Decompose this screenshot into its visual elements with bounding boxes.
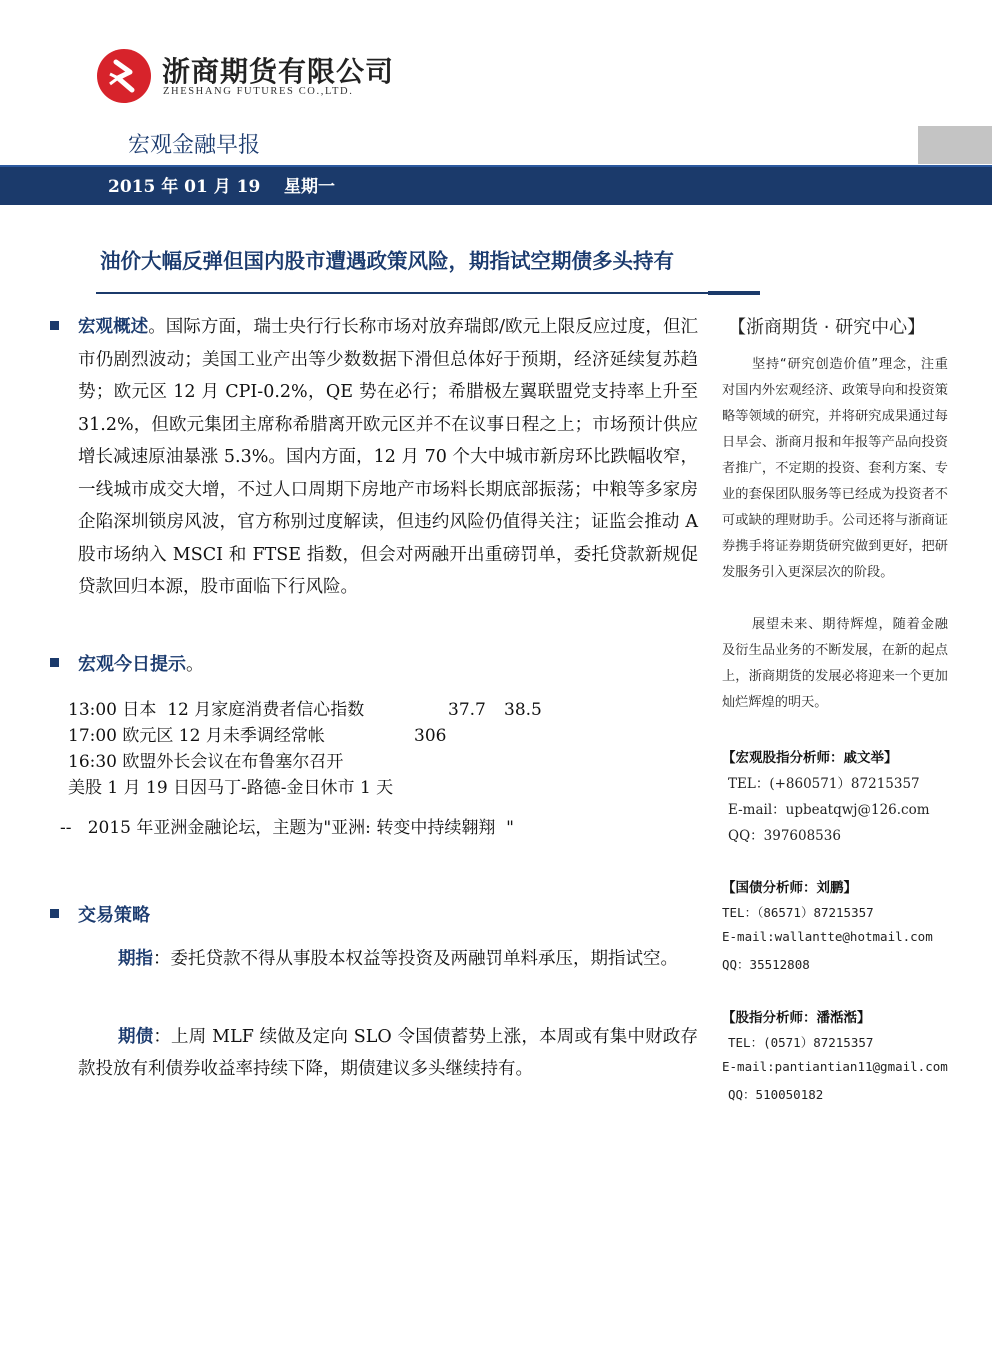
report-date: 2015 年 01 月 19 星期一 [108,177,335,197]
event-value-prev: 306 [414,726,447,746]
sidebar-title: 【浙商期货 · 研究中心】 [728,317,926,338]
analyst-email[interactable]: E-mail:wallantte@hotmail.com [722,929,933,944]
event-time: 16:30 [68,752,117,772]
section-bullet [50,909,59,918]
report-type: 宏观金融早报 [128,133,261,158]
analyst-tel: TEL：（86571）87215357 [722,905,874,920]
company-logo-icon [96,48,152,104]
event-desc: 欧盟外长会议在布鲁塞尔召开 [122,752,344,772]
sidebar-outlook: 展望未来、期待辉煌，随着金融及衍生品业务的不断发展，在新的起点上，浙商期货的发展必将迎来一个更加灿烂辉煌的明天。 [722,617,948,710]
headline-divider-accent [708,291,760,295]
analyst-email[interactable]: E-mail：upbeatqwj@126.com [728,802,930,818]
event-row [68,697,364,723]
analyst-tel: TEL：(+860571）87215357 [728,776,920,792]
analyst-email[interactable]: E-mail:pantiantian11@gmail.com [722,1059,948,1074]
event-desc: 欧元区 12 月未季调经常帐 [122,726,325,746]
event-row [68,749,343,775]
event-value-forecast: 38.5 [504,700,542,720]
company-name-cn: 浙商期货有限公司 [162,55,395,88]
macro-overview-text: 。国际方面，瑞士央行行长称市场对放弃瑞郎/欧元上限反应过度，但汇市仍剧烈波动；美国工业产出等少数数据下滑但总体好于预期，经济延续复苏趋势；欧元区 12 月 CPI-0.2%，QE 势在必行；希腊极左翼联盟党支持率上升至 31.2%，但欧元集团主席称希腊离开欧元区并不在议事日程之上；市场预计供应增长减速原油暴涨 5.3%。国内方面，12 月 70 个大中城市新房环比跌幅收窄，一线城市成交大增，不过人口周期下房地产市场料长期底部振荡；中粮等多家房企陷深圳锁房风波，官方称别过度解读，但违约风险仍值得关注；证监会推动 A 股市场纳入 MSCI 和 FTSE 指数，但会对两融开出重磅罚单，委托贷款新规促贷款回归本源，股市面临下行风险。 [78,317,698,597]
event-value-prev: 37.7 [448,700,486,720]
analyst-title: 【股指分析师：潘湉湉】 [722,1010,871,1026]
macro-today-suffix: 。 [186,654,204,675]
analyst-qq: QQ：397608536 [728,828,841,844]
headline: 油价大幅反弹但国内股市遭遇政策风险，期指试空期债多头持有 [100,249,674,273]
strategy-item-text: ：上周 MLF 续做及定向 SLO 令国债蓄势上涨，本周或有集中财政存款投放有利债券收益率持续下降，期债建议多头继续持有。 [78,1027,698,1079]
company-name-en: ZHESHANG FUTURES CO.,LTD. [163,86,354,97]
macro-today-label: 宏观今日提示 [78,654,186,675]
macro-today-title [78,650,204,676]
event-time: 13:00 [68,700,117,720]
analyst-title: 【国债分析师：刘鹏】 [722,880,857,896]
analyst-tel: TEL：(0571）87215357 [728,1035,874,1050]
section-bullet [50,321,59,330]
strategy-item-label: 期债 [118,1027,154,1047]
header-gray-block [918,126,992,164]
sidebar-intro: 坚持“研究创造价值”理念，注重对国内外宏观经济、政策导向和投资策略等领域的研究，并将研究成果通过每日早会、浙商月报和年报等产品向投资者推广，不定期的投资、套利方案、专业的套保团队服务等已经成为投资者不可或缺的理财助手。公司还将与浙商证券携手将证券期货研究做到更好，把研发服务引入更深层次的阶段。 [722,357,948,580]
event-row [68,723,325,749]
event-desc: 日本 12 月家庭消费者信心指数 [122,700,365,720]
analyst-qq: QQ：510050182 [728,1087,824,1102]
section-bullet [50,658,59,667]
analyst-qq: QQ：35512808 [722,957,810,972]
analyst-title: 【宏观股指分析师：戚文举】 [722,750,898,766]
headline-divider [96,292,708,294]
macro-overview-label: 宏观概述 [78,317,149,337]
event-time: 17:00 [68,726,117,746]
strategy-item-text: ：委托贷款不得从事股本权益等投资及两融罚单料承压，期指试空。 [153,949,678,969]
forum-note: -- 2015 年亚洲金融论坛，主题为"亚洲: 转变中持续翱翔 " [60,818,514,838]
market-holiday-note: 美股 1 月 19 日因马丁-路德-金日休市 1 天 [68,778,394,798]
strategy-futures-index [78,943,698,975]
strategy-title: 交易策略 [78,905,150,926]
strategy-item-label: 期指 [118,949,153,969]
strategy-bond-futures [78,1021,698,1085]
macro-overview [78,311,698,604]
